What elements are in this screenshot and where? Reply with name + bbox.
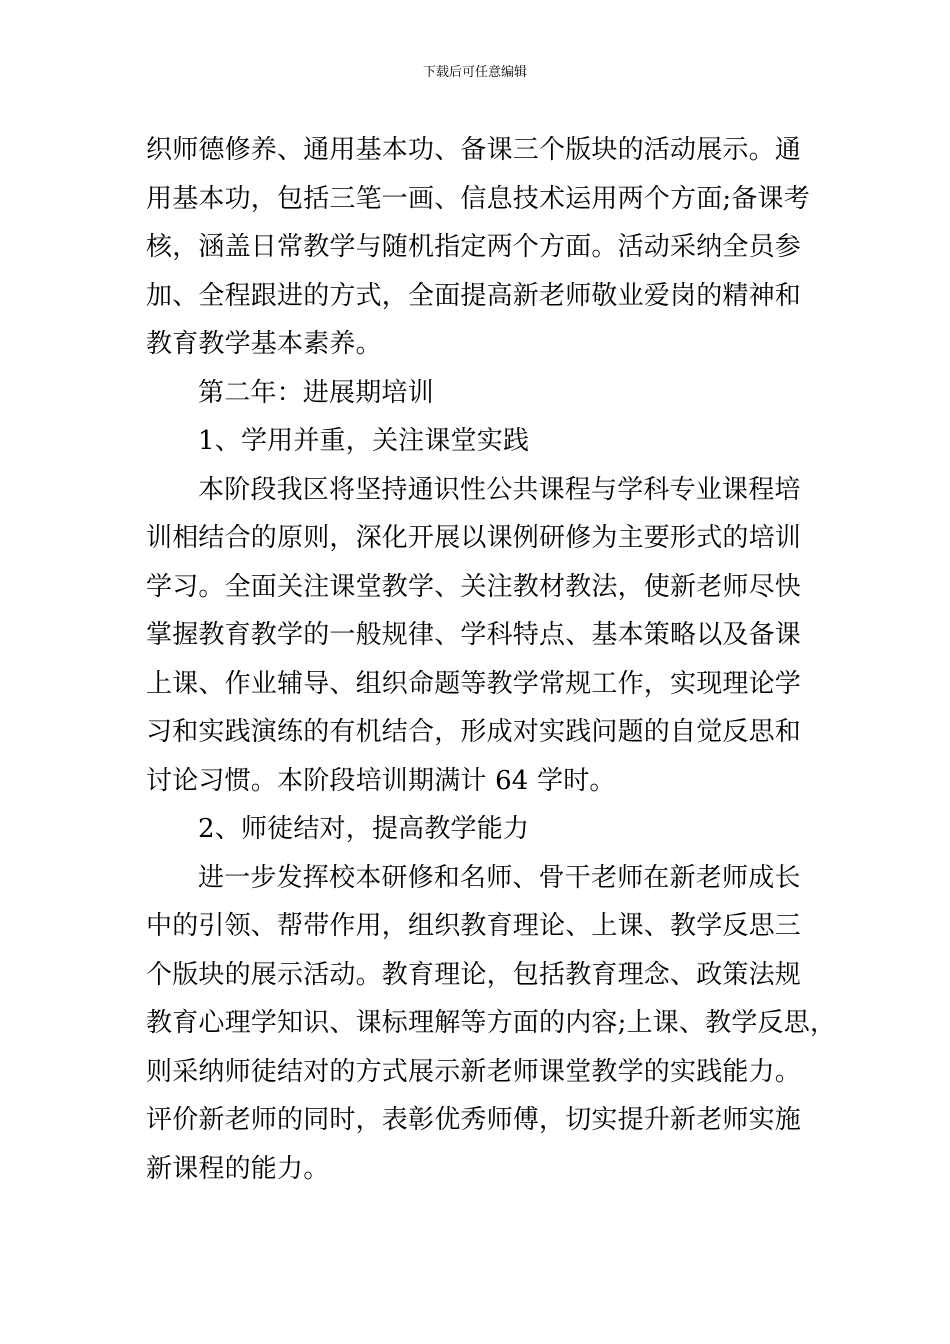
page-header: 下载后可任意编辑: [422, 65, 527, 80]
text-line: 讨论习惯。本阶段培训期满计 64 学时。: [146, 765, 616, 796]
text-line: 训相结合的原则，深化开展以课例研修为主要形式的培训: [146, 523, 802, 553]
text-line: 用基本功，包括三笔一画、信息技术运用两个方面;备课考: [146, 183, 810, 214]
text-line: 评价新老师的同时，表彰优秀师傅，切实提升新老师实施: [146, 1105, 802, 1135]
text-line: 习和实践演练的有机结合，形成对实践问题的自觉反思和: [146, 717, 802, 747]
text-line: 则采纳师徒结对的方式展示新老师课堂教学的实践能力。: [146, 1056, 802, 1087]
section-heading: 第二年：进展期培训: [198, 377, 434, 408]
text-line: 加、全程跟进的方式，全面提高新老师敬业爱岗的精神和: [146, 280, 802, 311]
document-body: [146, 126, 837, 1193]
text-line: 本阶段我区将坚持通识性公共课程与学科专业课程培: [198, 474, 801, 505]
text-line: 核，涵盖日常教学与随机指定两个方面。活动采纳全员参: [146, 232, 802, 262]
subsection-heading: 2、师徒结对，提高教学能力: [198, 814, 530, 844]
subsection-heading: 1、学用并重，关注课堂实践: [198, 426, 530, 456]
text-line: 上课、作业辅导、组织命题等教学常规工作，实现理论学: [146, 668, 802, 699]
text-line: 进一步发挥校本研修和名师、骨干老师在新老师成长: [198, 862, 801, 893]
text-line: 织师德修养、通用基本功、备课三个版块的活动展示。通: [146, 135, 802, 165]
text-line: 中的引领、帮带作用，组织教育理论、上课、教学反思三: [146, 911, 802, 941]
text-line: 新课程的能力。: [146, 1153, 330, 1184]
text-line: 掌握教育教学的一般规律、学科特点、基本策略以及备课: [146, 620, 802, 650]
text-line: 学习。全面关注课堂教学、关注教材教法，使新老师尽快: [146, 571, 802, 602]
text-line: 教育教学基本素养。: [146, 329, 382, 359]
text-line: 个版块的展示活动。教育理论，包括教育理念、政策法规: [146, 959, 802, 990]
text-line: 教育心理学知识、课标理解等方面的内容;上课、教学反思，: [146, 1008, 837, 1038]
